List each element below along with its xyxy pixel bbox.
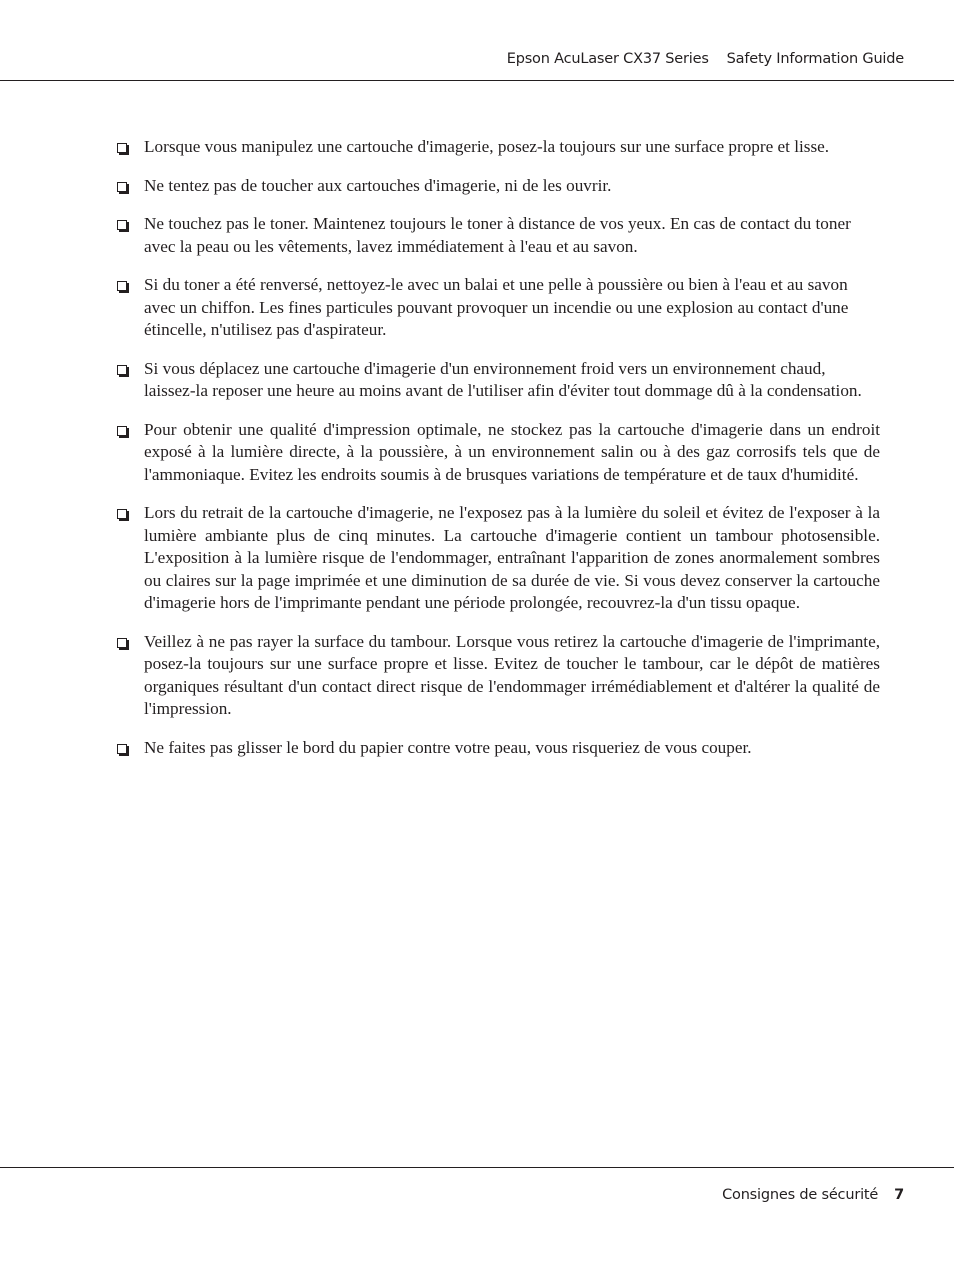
list-item (116, 502, 880, 615)
checkbox-bullet-icon (116, 419, 144, 442)
list-item (116, 175, 880, 198)
list-item-text: Pour obtenir une qualité d'impression optimale, ne stockez pas la cartouche d'imagerie dans un endroit exposé à la lumière directe, à la poussière, à un environnement salin ou à des gaz corrosifs tels que de l'ammoniaque. Evitez les endroits soumis à de brusques variations de température et de taux d'humidité. (144, 419, 880, 484)
checkbox-bullet-icon (116, 358, 144, 381)
list-item-text: Ne touchez pas le toner. Maintenez toujours le toner à distance de vos yeux. En cas de contact du toner avec la peau ou les vêtements, lavez immédiatement à l'eau et au savon. (144, 214, 851, 256)
checkbox-bullet-icon (116, 175, 144, 198)
header-text (507, 51, 904, 67)
checkbox-bullet-icon (116, 631, 144, 654)
checkbox-bullet-icon (116, 136, 144, 159)
list-item (116, 631, 880, 721)
page-number: 7 (894, 1187, 904, 1203)
header-product-name: Epson AcuLaser CX37 Series (506, 51, 709, 67)
page-header (0, 0, 954, 81)
list-item-text: Ne faites pas glisser le bord du papier contre votre peau, vous risqueriez de vous couper. (144, 737, 752, 757)
header-guide-title: Safety Information Guide (726, 51, 904, 67)
footer-rule (0, 1167, 954, 1168)
list-item (116, 737, 880, 760)
list-item (116, 136, 880, 159)
list-item (116, 358, 880, 403)
safety-list (116, 136, 880, 775)
list-item (116, 419, 880, 487)
page-footer (722, 1187, 904, 1203)
list-item (116, 274, 880, 342)
list-item-text: Veillez à ne pas rayer la surface du tambour. Lorsque vous retirez la cartouche d'imagerie de l'imprimante, posez-la toujours sur une surface propre et lisse. Evitez de toucher le tambour, car le dépôt de matières organiques résultant d'un contact direct risque de l'endommager irrémédiablement et d'altérer la qualité de l'impression. (144, 631, 880, 718)
checkbox-bullet-icon (116, 737, 144, 760)
list-item-text: Si vous déplacez une cartouche d'imagerie d'un environnement froid vers un environnement chaud, laissez-la reposer une heure au moins avant de l'utiliser afin d'éviter tout dommage dû à la condensation. (144, 358, 862, 400)
footer-section-title: Consignes de sécurité (722, 1187, 879, 1203)
checkbox-bullet-icon (116, 274, 144, 297)
list-item-text: Lorsque vous manipulez une cartouche d'imagerie, posez-la toujours sur une surface propre et lisse. (144, 137, 830, 156)
checkbox-bullet-icon (116, 502, 144, 525)
list-item-text: Ne tentez pas de toucher aux cartouches d'imagerie, ni de les ouvrir. (144, 175, 612, 195)
list-item-text: Si du toner a été renversé, nettoyez-le avec un balai et une pelle à poussière ou bien à l'eau et au savon avec un chiffon. Les fines particules pouvant provoquer un incendie ou une explosion au contact d'une étincelle, n'utilisez pas d'aspirateur. (144, 275, 849, 339)
checkbox-bullet-icon (116, 213, 144, 236)
list-item (116, 213, 880, 258)
list-item-text: Lors du retrait de la cartouche d'imagerie, ne l'exposez pas à la lumière du soleil et évitez de l'exposer à la lumière ambiante plus de cinq minutes. La cartouche d'imagerie contient un tambour photosensible. L'exposition à la lumière risque de l'endommager, entraînant l'apparition de zones anormalement sombres ou claires sur la page imprimée et une diminution de sa durée de vie. Si vous devez conserver la cartouche d'imagerie hors de l'imprimante pendant une période prolongée, recouvrez-la d'un tissu opaque. (144, 503, 880, 612)
